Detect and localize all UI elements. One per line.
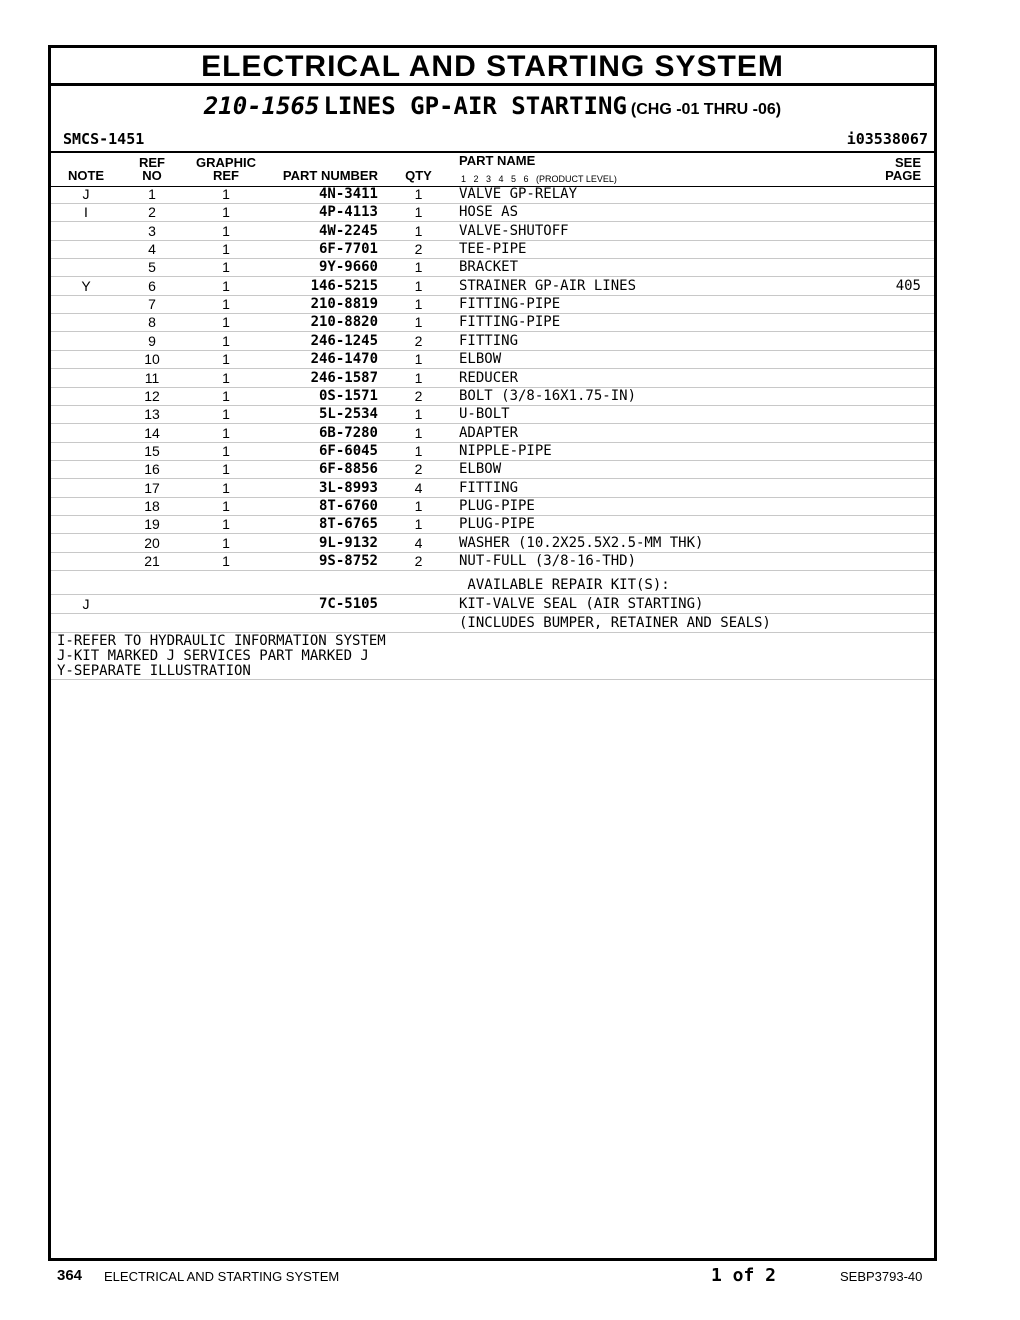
qty-cell: 1 [414, 314, 423, 331]
qty-cell: 1 [414, 296, 423, 313]
part-number-cell: 4N-3411 [318, 186, 378, 202]
graphic-ref-cell: 1 [222, 259, 230, 276]
part-number-cell: 6F-8856 [318, 461, 378, 478]
note-cell: J [82, 186, 90, 202]
table-row [51, 350, 934, 369]
note-line: J-KIT MARKED J SERVICES PART MARKED J [57, 648, 369, 664]
table-row [51, 497, 934, 516]
part-name-cell: FITTING-PIPE [459, 296, 561, 313]
part-name-cell: WASHER (10.2X25.5X2.5-MM THK) [459, 534, 704, 551]
graphic-ref-cell: 1 [222, 222, 230, 239]
note-line: Y-SEPARATE ILLUSTRATION [57, 663, 251, 679]
see-page-cell: 405 [895, 277, 921, 294]
part-name-cell: NUT-FULL (3/8-16-THD) [459, 553, 637, 569]
qty-cell: 1 [414, 204, 423, 221]
table-row [51, 460, 934, 479]
part-name-cell: ELBOW [459, 461, 502, 478]
part-number-cell: 0S-1571 [318, 387, 378, 404]
part-number-cell: 5L-2534 [318, 406, 378, 423]
page-of: 1 of 2 [711, 1265, 777, 1286]
table-row [51, 240, 934, 259]
table-row [51, 515, 934, 534]
part-name-cell: VALVE-SHUTOFF [459, 222, 569, 239]
doc-number: SEBP3793-40 [840, 1269, 923, 1284]
table-row [51, 387, 934, 406]
ref-no-cell: 21 [144, 553, 160, 569]
header-part-name: PART NAME [459, 153, 536, 168]
table-row [51, 552, 934, 571]
graphic-ref-cell: 1 [222, 424, 230, 441]
ref-no-cell: 11 [144, 369, 160, 386]
table-row [51, 405, 934, 424]
part-number-cell: 210-8819 [310, 296, 378, 313]
change-range: (CHG -01 THRU -06) [630, 101, 782, 118]
qty-cell: 2 [414, 387, 423, 404]
header-product-levels: 1 2 3 4 5 6 (PRODUCT LEVEL) [461, 174, 617, 184]
header-part-number: PART NUMBER [282, 168, 378, 183]
table-row [51, 332, 934, 351]
page-frame [48, 45, 937, 1261]
graphic-ref-cell: 1 [222, 497, 230, 514]
part-number-cell: 246-1587 [310, 369, 378, 386]
header-note: NOTE [67, 168, 105, 183]
graphic-ref-cell: 1 [222, 553, 230, 569]
header-graphic-bottom: REF [213, 168, 239, 183]
table-row [51, 442, 934, 461]
table-row [51, 369, 934, 388]
note-line: I-REFER TO HYDRAULIC INFORMATION SYSTEM [57, 633, 386, 649]
table-row [51, 313, 934, 332]
ref-no-cell: 12 [144, 387, 160, 404]
table-row [51, 570, 934, 595]
qty-cell: 1 [414, 259, 423, 276]
part-name-cell: PLUG-PIPE [459, 516, 535, 533]
table-row [51, 203, 934, 222]
qty-cell: 1 [414, 351, 423, 368]
qty-cell: 2 [414, 241, 423, 258]
part-number-cell: 6B-7280 [318, 424, 378, 441]
part-number-cell: 9Y-9660 [318, 259, 378, 276]
illustration-id: i03538067 [846, 130, 928, 148]
page-number: 364 [57, 1267, 83, 1284]
part-name-cell: PLUG-PIPE [459, 497, 535, 514]
part-number-cell: 6F-7701 [318, 241, 378, 258]
part-name-cell: REDUCER [459, 369, 519, 386]
qty-cell: 1 [414, 186, 423, 202]
table-row [51, 424, 934, 443]
graphic-ref-cell: 1 [222, 479, 230, 496]
part-number-cell: 7C-5105 [318, 596, 378, 613]
ref-no-cell: 5 [148, 259, 156, 276]
ref-no-cell: 10 [144, 351, 160, 368]
graphic-ref-cell: 1 [222, 534, 230, 551]
graphic-ref-cell: 1 [222, 516, 230, 533]
ref-no-cell: 19 [144, 516, 160, 533]
footer-section: ELECTRICAL AND STARTING SYSTEM [104, 1269, 340, 1284]
ref-no-cell: 3 [148, 222, 156, 239]
qty-cell: 2 [414, 461, 423, 478]
header-ref-top: REF [139, 155, 165, 170]
qty-cell: 1 [414, 516, 423, 533]
note-cell: J [82, 596, 90, 613]
ref-no-cell: 1 [148, 186, 156, 202]
ref-no-cell: 18 [144, 497, 160, 514]
ref-no-cell: 16 [144, 461, 160, 478]
part-number-cell: 146-5215 [310, 277, 378, 294]
part-name-cell: BRACKET [459, 259, 519, 276]
part-name-cell: HOSE AS [459, 204, 519, 221]
divider [51, 679, 934, 680]
qty-cell: 1 [414, 424, 423, 441]
repair-kit-heading: AVAILABLE REPAIR KIT(S): [459, 577, 670, 594]
part-name-cell: ADAPTER [459, 424, 519, 441]
qty-cell: 1 [414, 222, 423, 239]
table-row [51, 295, 934, 314]
graphic-ref-cell: 1 [222, 406, 230, 423]
notes-block [57, 634, 386, 679]
header-see-bottom: PAGE [885, 168, 921, 183]
part-number-cell: 6F-6045 [318, 442, 378, 459]
graphic-ref-cell: 1 [222, 277, 230, 294]
part-number-cell: 9L-9132 [318, 534, 378, 551]
graphic-ref-cell: 1 [222, 186, 230, 202]
group-title [51, 92, 934, 120]
part-number-cell: 3L-8993 [318, 479, 378, 496]
table-row [51, 185, 934, 204]
qty-cell: 1 [414, 406, 423, 423]
part-name-cell: (INCLUDES BUMPER, RETAINER AND SEALS) [459, 614, 771, 631]
graphic-ref-cell: 1 [222, 351, 230, 368]
part-number-cell: 9S-8752 [318, 553, 378, 569]
part-number-cell: 8T-6765 [318, 516, 378, 533]
part-name-cell: FITTING-PIPE [459, 314, 561, 331]
graphic-ref-cell: 1 [222, 369, 230, 386]
note-cell: Y [81, 277, 91, 294]
part-name-cell: STRAINER GP-AIR LINES [459, 277, 637, 294]
ref-no-cell: 2 [148, 204, 156, 221]
table-header [51, 151, 934, 187]
graphic-ref-cell: 1 [222, 461, 230, 478]
part-name-cell: FITTING [459, 332, 519, 349]
repair-kit-row [51, 614, 934, 633]
part-name-cell: ELBOW [459, 351, 502, 368]
ref-no-cell: 4 [148, 241, 156, 258]
header-ref-bottom: NO [142, 168, 162, 183]
ref-no-cell: 9 [148, 332, 156, 349]
part-name-cell: BOLT (3/8-16X1.75-IN) [459, 387, 637, 404]
header-graphic-top: GRAPHIC [196, 155, 256, 170]
table-row [51, 479, 934, 498]
ref-no-cell: 20 [144, 534, 160, 551]
ref-no-cell: 14 [144, 424, 160, 441]
table-row [51, 534, 934, 553]
graphic-ref-cell: 1 [222, 296, 230, 313]
ref-no-cell: 13 [144, 406, 160, 423]
part-number-cell: 246-1245 [310, 332, 378, 349]
ref-no-cell: 15 [144, 442, 160, 459]
ref-no-cell: 17 [144, 479, 160, 496]
part-number-cell: 4W-2245 [318, 222, 378, 239]
table-row [51, 222, 934, 241]
part-name-cell: FITTING [459, 479, 519, 496]
ref-no-cell: 6 [148, 277, 156, 294]
graphic-ref-cell: 1 [222, 387, 230, 404]
graphic-ref-cell: 1 [222, 332, 230, 349]
smcs-code: SMCS-1451 [63, 130, 145, 148]
header-see-top: SEE [894, 155, 921, 170]
qty-cell: 1 [414, 442, 423, 459]
ref-no-cell: 8 [148, 314, 156, 331]
part-number-cell: 8T-6760 [318, 497, 378, 514]
header-qty: QTY [405, 168, 432, 183]
qty-cell: 1 [414, 369, 423, 386]
part-number-cell: 246-1470 [310, 351, 378, 368]
part-number-cell: 4P-4113 [318, 204, 378, 221]
qty-cell: 4 [414, 479, 423, 496]
part-name-cell: VALVE GP-RELAY [459, 186, 578, 202]
repair-kit-row [51, 595, 934, 614]
page-title: ELECTRICAL AND STARTING SYSTEM [51, 48, 934, 86]
graphic-ref-cell: 1 [222, 241, 230, 258]
part-name-cell: TEE-PIPE [459, 241, 527, 258]
table-row [51, 258, 934, 277]
qty-cell: 4 [414, 534, 423, 551]
qty-cell: 2 [414, 553, 423, 569]
part-name-cell: NIPPLE-PIPE [459, 442, 552, 459]
note-cell: I [84, 204, 88, 221]
qty-cell: 2 [414, 332, 423, 349]
part-name-cell: U-BOLT [459, 406, 510, 423]
graphic-ref-cell: 1 [222, 204, 230, 221]
group-number: 210-1565 [203, 92, 320, 120]
graphic-ref-cell: 1 [222, 442, 230, 459]
part-number-cell: 210-8820 [310, 314, 378, 331]
part-name-cell: KIT-VALVE SEAL (AIR STARTING) [459, 596, 704, 613]
qty-cell: 1 [414, 497, 423, 514]
ref-no-cell: 7 [148, 296, 156, 313]
group-name: LINES GP-AIR STARTING [323, 92, 627, 120]
qty-cell: 1 [414, 277, 423, 294]
graphic-ref-cell: 1 [222, 314, 230, 331]
table-row [51, 277, 934, 296]
